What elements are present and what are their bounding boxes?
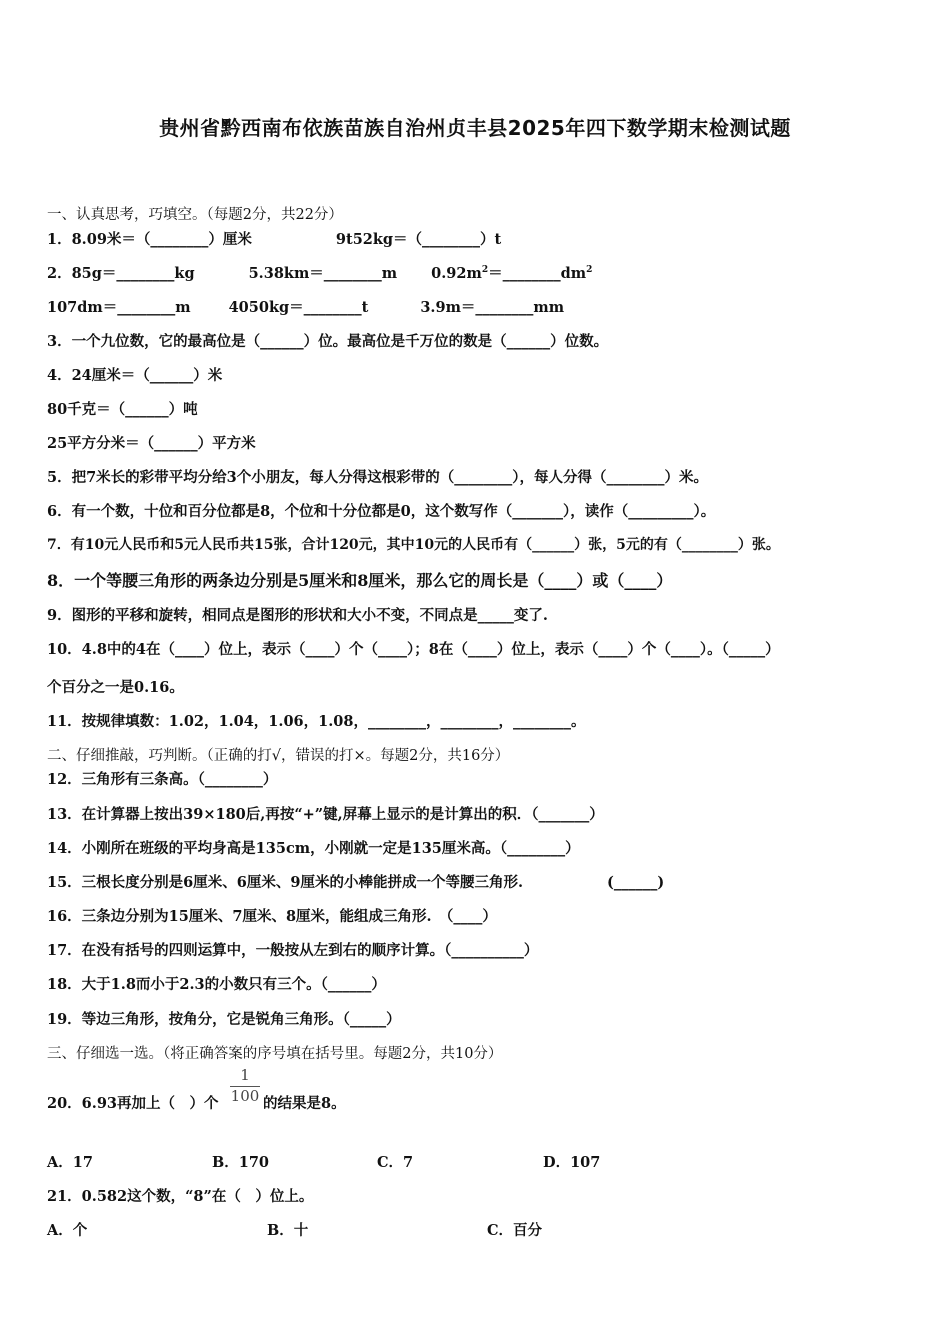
question-7: 7．有10元人民币和5元人民币共15张，合计120元，其中10元的人民币有（______）张，5元的有（________）张。 [47, 537, 780, 553]
question-4c: 25平方分米＝（______）平方米 [47, 435, 256, 452]
question-4a: 4．24厘米＝（______）米 [47, 367, 223, 384]
question-11: 11．按规律填数：1.02，1.04，1.06，1.08，________，________，________。 [47, 713, 586, 730]
fraction-one-hundredth [228, 1066, 262, 1107]
fraction-denominator: 100 [230, 1087, 260, 1105]
section-1-heading: 一、认真思考，巧填空。（每题2分，共22分） [47, 207, 343, 223]
q20-option-b[interactable]: B．170 [212, 1154, 270, 1171]
q2-part-b: 5.38km＝________m [248, 265, 398, 282]
q20-option-d[interactable]: D．107 [543, 1154, 601, 1171]
q1-part-a: 1．8.09米＝（________）厘米 [47, 231, 252, 248]
question-18: 18．大于1.8而小于2.3的小数只有三个。（______） [47, 976, 386, 993]
q21-option-b[interactable]: B．十 [267, 1222, 309, 1239]
q20-option-a[interactable]: A．17 [47, 1154, 93, 1171]
question-20-post: 的结果是8。 [263, 1095, 346, 1112]
q20-option-c[interactable]: C．7 [377, 1154, 414, 1171]
question-1 [47, 228, 501, 249]
question-15 [47, 871, 664, 892]
question-6: 6．有一个数，十位和百分位都是8，个位和十分位都是0，这个数写作（_______），读作（_________）。 [47, 503, 716, 520]
question-14: 14．小刚所在班级的平均身高是135cm，小刚就一定是135厘米高。（________） [47, 840, 580, 857]
section-2-heading: 二、仔细推敲，巧判断。（正确的打√，错误的打×。每题2分，共16分） [47, 748, 510, 764]
question-19: 19．等边三角形，按角分，它是锐角三角形。（_____） [47, 1011, 401, 1028]
question-12: 12．三角形有三条高。（________） [47, 771, 278, 788]
question-2-row2 [47, 296, 564, 317]
q2-part-e: 4050kg＝________t [228, 299, 369, 316]
question-16: 16．三条边分别为15厘米、7厘米、8厘米，能组成三角形. （____） [47, 908, 497, 925]
question-2 [47, 262, 592, 283]
question-13: 13．在计算器上按出39×180后,再按“+”键,屏幕上显示的是计算出的积．（_______） [47, 806, 604, 823]
question-3: 3．一个九位数，它的最高位是（______）位。最高位是千万位的数是（______）位数。 [47, 333, 609, 350]
question-8: 8．一个等腰三角形的两条边分别是5厘米和8厘米，那么它的周长是（____）或（____） [47, 571, 673, 590]
fraction-numerator: 1 [240, 1066, 250, 1084]
q2-part-f: 3.9m＝________mm [420, 299, 565, 316]
q15-text: 15．三根长度分别是6厘米、6厘米、9厘米的小棒能拼成一个等腰三角形. [47, 874, 523, 891]
question-10: 10．4.8中的4在（____）位上，表示（____）个（____）；8在（____）位上，表示（____）个（____）。（_____） [47, 641, 780, 658]
q21-option-a[interactable]: A．个 [47, 1222, 88, 1239]
question-17: 17．在没有括号的四则运算中，一般按从左到右的顺序计算。（__________） [47, 942, 539, 959]
question-20-pre: 20．6.93再加上（ ）个 [47, 1095, 219, 1112]
page-title: 贵州省黔西南布依族苗族自治州贞丰县2025年四下数学期末检测试题 [159, 116, 791, 140]
q15-blank: (______) [607, 874, 665, 891]
q21-option-c[interactable]: C．百分 [487, 1222, 543, 1239]
question-4b: 80千克＝（______）吨 [47, 401, 198, 418]
q2-part-c-mid: ＝________dm [488, 265, 587, 282]
q2-part-d: 107dm＝________m [47, 299, 191, 316]
question-9: 9．图形的平移和旋转，相同点是图形的形状和大小不变，不同点是_____变了. [47, 607, 548, 624]
question-21: 21．0.582这个数，“8”在（ ）位上。 [47, 1188, 314, 1205]
q2-part-c-pre: 0.92m [431, 265, 482, 282]
section-3-heading: 三、仔细选一选。（将正确答案的序号填在括号里。每题2分，共10分） [47, 1046, 503, 1062]
q1-part-b: 9t52kg＝（________）t [335, 231, 502, 248]
q2-part-a: 2．85g＝________kg [47, 265, 195, 282]
superscript-2b: 2 [586, 265, 593, 276]
question-5: 5．把7米长的彩带平均分给3个小朋友，每人分得这根彩带的（________），每人分得（________）米。 [47, 469, 709, 486]
question-10-cont: 个百分之一是0.16。 [47, 679, 184, 696]
superscript-2: 2 [481, 265, 489, 276]
